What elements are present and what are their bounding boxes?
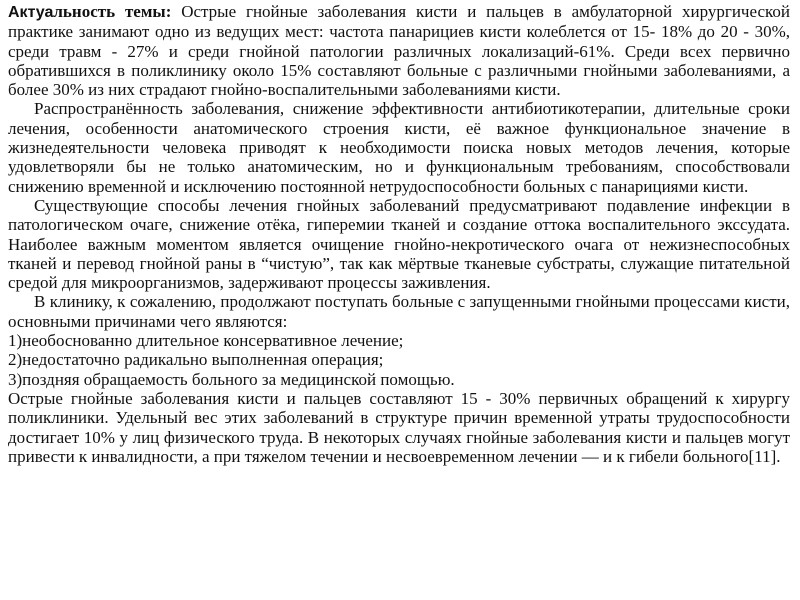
intro-paragraph <box>8 2 790 99</box>
intro-text: Острые гнойные заболевания кисти и пальцев в амбулаторной хирургической практике занимают одно из ведущих мест: частота панарициев кисти колеблется от 15- 18% до 20 - 30%, среди травм - 27% и среди гнойной патологии различных локализаций-61%. Среди всех первично обратившихся в поликлинику около 15% составляют больные с различными гнойными заболеваниями, а более 30% из них страдают гнойно-воспалительными заболеваниями кисти. <box>8 2 790 100</box>
closing-paragraph: Острые гнойные заболевания кисти и пальцев составляют 15 - 30% первичных обращений к хирургу поликлиники. Удельный вес этих заболеваний в структуре причин временной утраты трудоспособности достигает 10% у лиц физического труда. В некоторых случаях гнойные заболевания кисти и пальцев могут привести к инвалидности, а при тяжелом течении и несвоевременном лечении — и к гибели больного[11]. <box>8 388 790 466</box>
paragraph-clinic-admissions: В клинику, к сожалению, продолжают поступать больные с запущенными гнойными процессами кисти, основными причинами чего являются: <box>8 292 790 331</box>
paragraph-treatment-methods: Существующие способы лечения гнойных заболеваний предусматривают подавление инфекции в патологическом очаге, снижение отёка, гиперемии тканей и создание оттока воспалительного экссудата. Наиболее важным моментом является очищение гнойно-некротического очага от нежизнеспособных тканей и перевод гнойной раны в “чистую”, так как мёртвые тканевые субстраты, служащие питательной средой для микроорганизмов, задерживают процессы заживления. <box>8 195 790 293</box>
section-title: Актуальность темы: <box>8 2 172 21</box>
reason-item-2: 2)недостаточно радикально выполненная операция; <box>8 350 384 370</box>
paragraph-prevalence: Распространённость заболевания, снижение эффективности антибиотикотерапии, длительные сроки лечения, особенности анатомического строения кисти, её важное функциональное значение в жизнедеятельности человека приводят к необходимости поиска новых методов лечения, которые удовлетворяли бы не только анатомическим, но и функциональным требованиям, способствовали снижению временной и исключению постоянной нетрудоспособности больных с панарициями кисти. <box>8 99 790 196</box>
reason-item-1: 1)необоснованно длительное консервативное лечение; <box>8 331 404 351</box>
reason-item-3: 3)поздняя обращаемость больного за медицинской помощью. <box>8 369 455 389</box>
